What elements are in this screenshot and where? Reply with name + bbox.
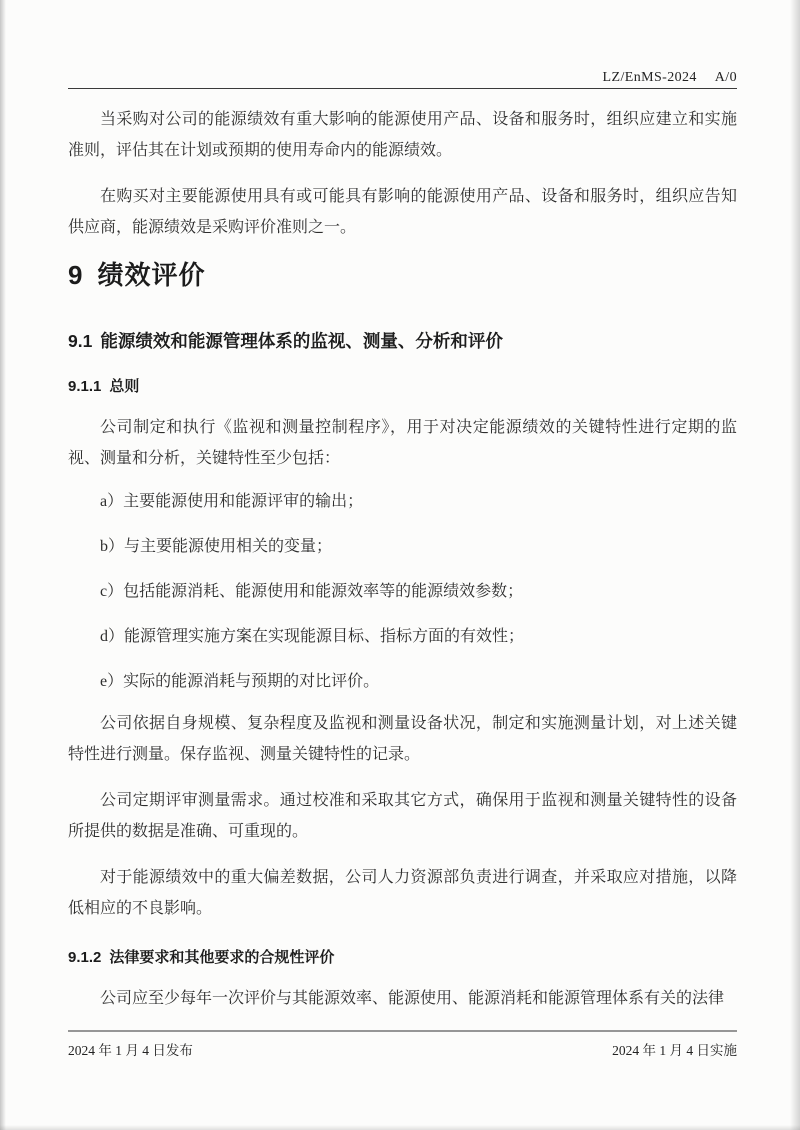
clause-item-d: d）能源管理实施方案在实现能源目标、指标方面的有效性； <box>100 628 525 645</box>
paragraph-calibration: 公司定期评审测量需求。通过校准和采取其它方式，确保用于监视和测量关键特性的设备所提供的数据是准确、可重现的。 <box>68 792 737 840</box>
chapter-number: 9 <box>68 260 84 290</box>
paragraph-supplier-notice: 在购买对主要能源使用具有或可能具有影响的能源使用产品、设备和服务时，组织应告知供应商，能源绩效是采购评价准则之一。 <box>68 188 737 236</box>
subsection-number: 9.1.1 <box>68 378 102 395</box>
subsection-heading-compliance <box>68 948 737 968</box>
clause-item-a: a）主要能源使用和能源评审的输出； <box>100 493 364 510</box>
paragraph-deviation-investigation: 对于能源绩效中的重大偏差数据，公司人力资源部负责进行调查，并采取应对措施，以降低相应的不良影响。 <box>68 869 737 917</box>
page-header <box>68 70 737 86</box>
paragraph-compliance-evaluation: 公司应至少每年一次评价与其能源效率、能源使用、能源消耗和能源管理体系有关的法律 <box>100 990 725 1007</box>
clause-item-c: c）包括能源消耗、能源使用和能源效率等的能源绩效参数； <box>100 583 524 600</box>
section-title: 能源绩效和能源管理体系的监视、测量、分析和评价 <box>100 331 503 351</box>
chapter-heading <box>68 259 737 291</box>
subsection-title: 法律要求和其他要求的合规性评价 <box>109 949 335 966</box>
subsection-number: 9.1.2 <box>68 949 102 966</box>
header-rule <box>68 88 737 89</box>
doc-number: LZ/EnMS-2024 <box>602 70 697 85</box>
section-heading <box>68 329 737 353</box>
release-date: 2024 年 1 月 4 日发布 <box>68 1043 193 1058</box>
scan-edge-shadow-right <box>790 0 800 1130</box>
subsection-heading-general <box>68 377 737 397</box>
section-number: 9.1 <box>68 331 93 351</box>
scan-edge-shadow-left <box>0 0 6 1130</box>
paragraph-procurement-criteria: 当采购对公司的能源绩效有重大影响的能源使用产品、设备和服务时，组织应建立和实施准则，评估其在计划或预期的使用寿命内的能源绩效。 <box>68 111 737 159</box>
clause-item-e: e）实际的能源消耗与预期的对比评价。 <box>100 673 380 690</box>
paragraph-measurement-plan: 公司依据自身规模、复杂程度及监视和测量设备状况，制定和实施测量计划，对上述关键特性进行测量。保存监视、测量关键特性的记录。 <box>68 715 737 763</box>
scan-edge-shadow-bottom <box>0 1125 800 1130</box>
page-footer <box>68 1030 737 1059</box>
paragraph-monitoring-procedure: 公司制定和执行《监视和测量控制程序》，用于对决定能源绩效的关键特性进行定期的监视、测量和分析，关键特性至少包括： <box>68 419 737 467</box>
subsection-title: 总则 <box>109 378 140 395</box>
doc-version: A/0 <box>714 70 737 85</box>
clause-list <box>68 491 737 693</box>
implement-date: 2024 年 1 月 4 日实施 <box>612 1043 737 1058</box>
chapter-title: 绩效评价 <box>97 260 206 290</box>
clause-item-b: b）与主要能源使用相关的变量； <box>100 538 333 555</box>
page-content <box>68 0 737 1014</box>
